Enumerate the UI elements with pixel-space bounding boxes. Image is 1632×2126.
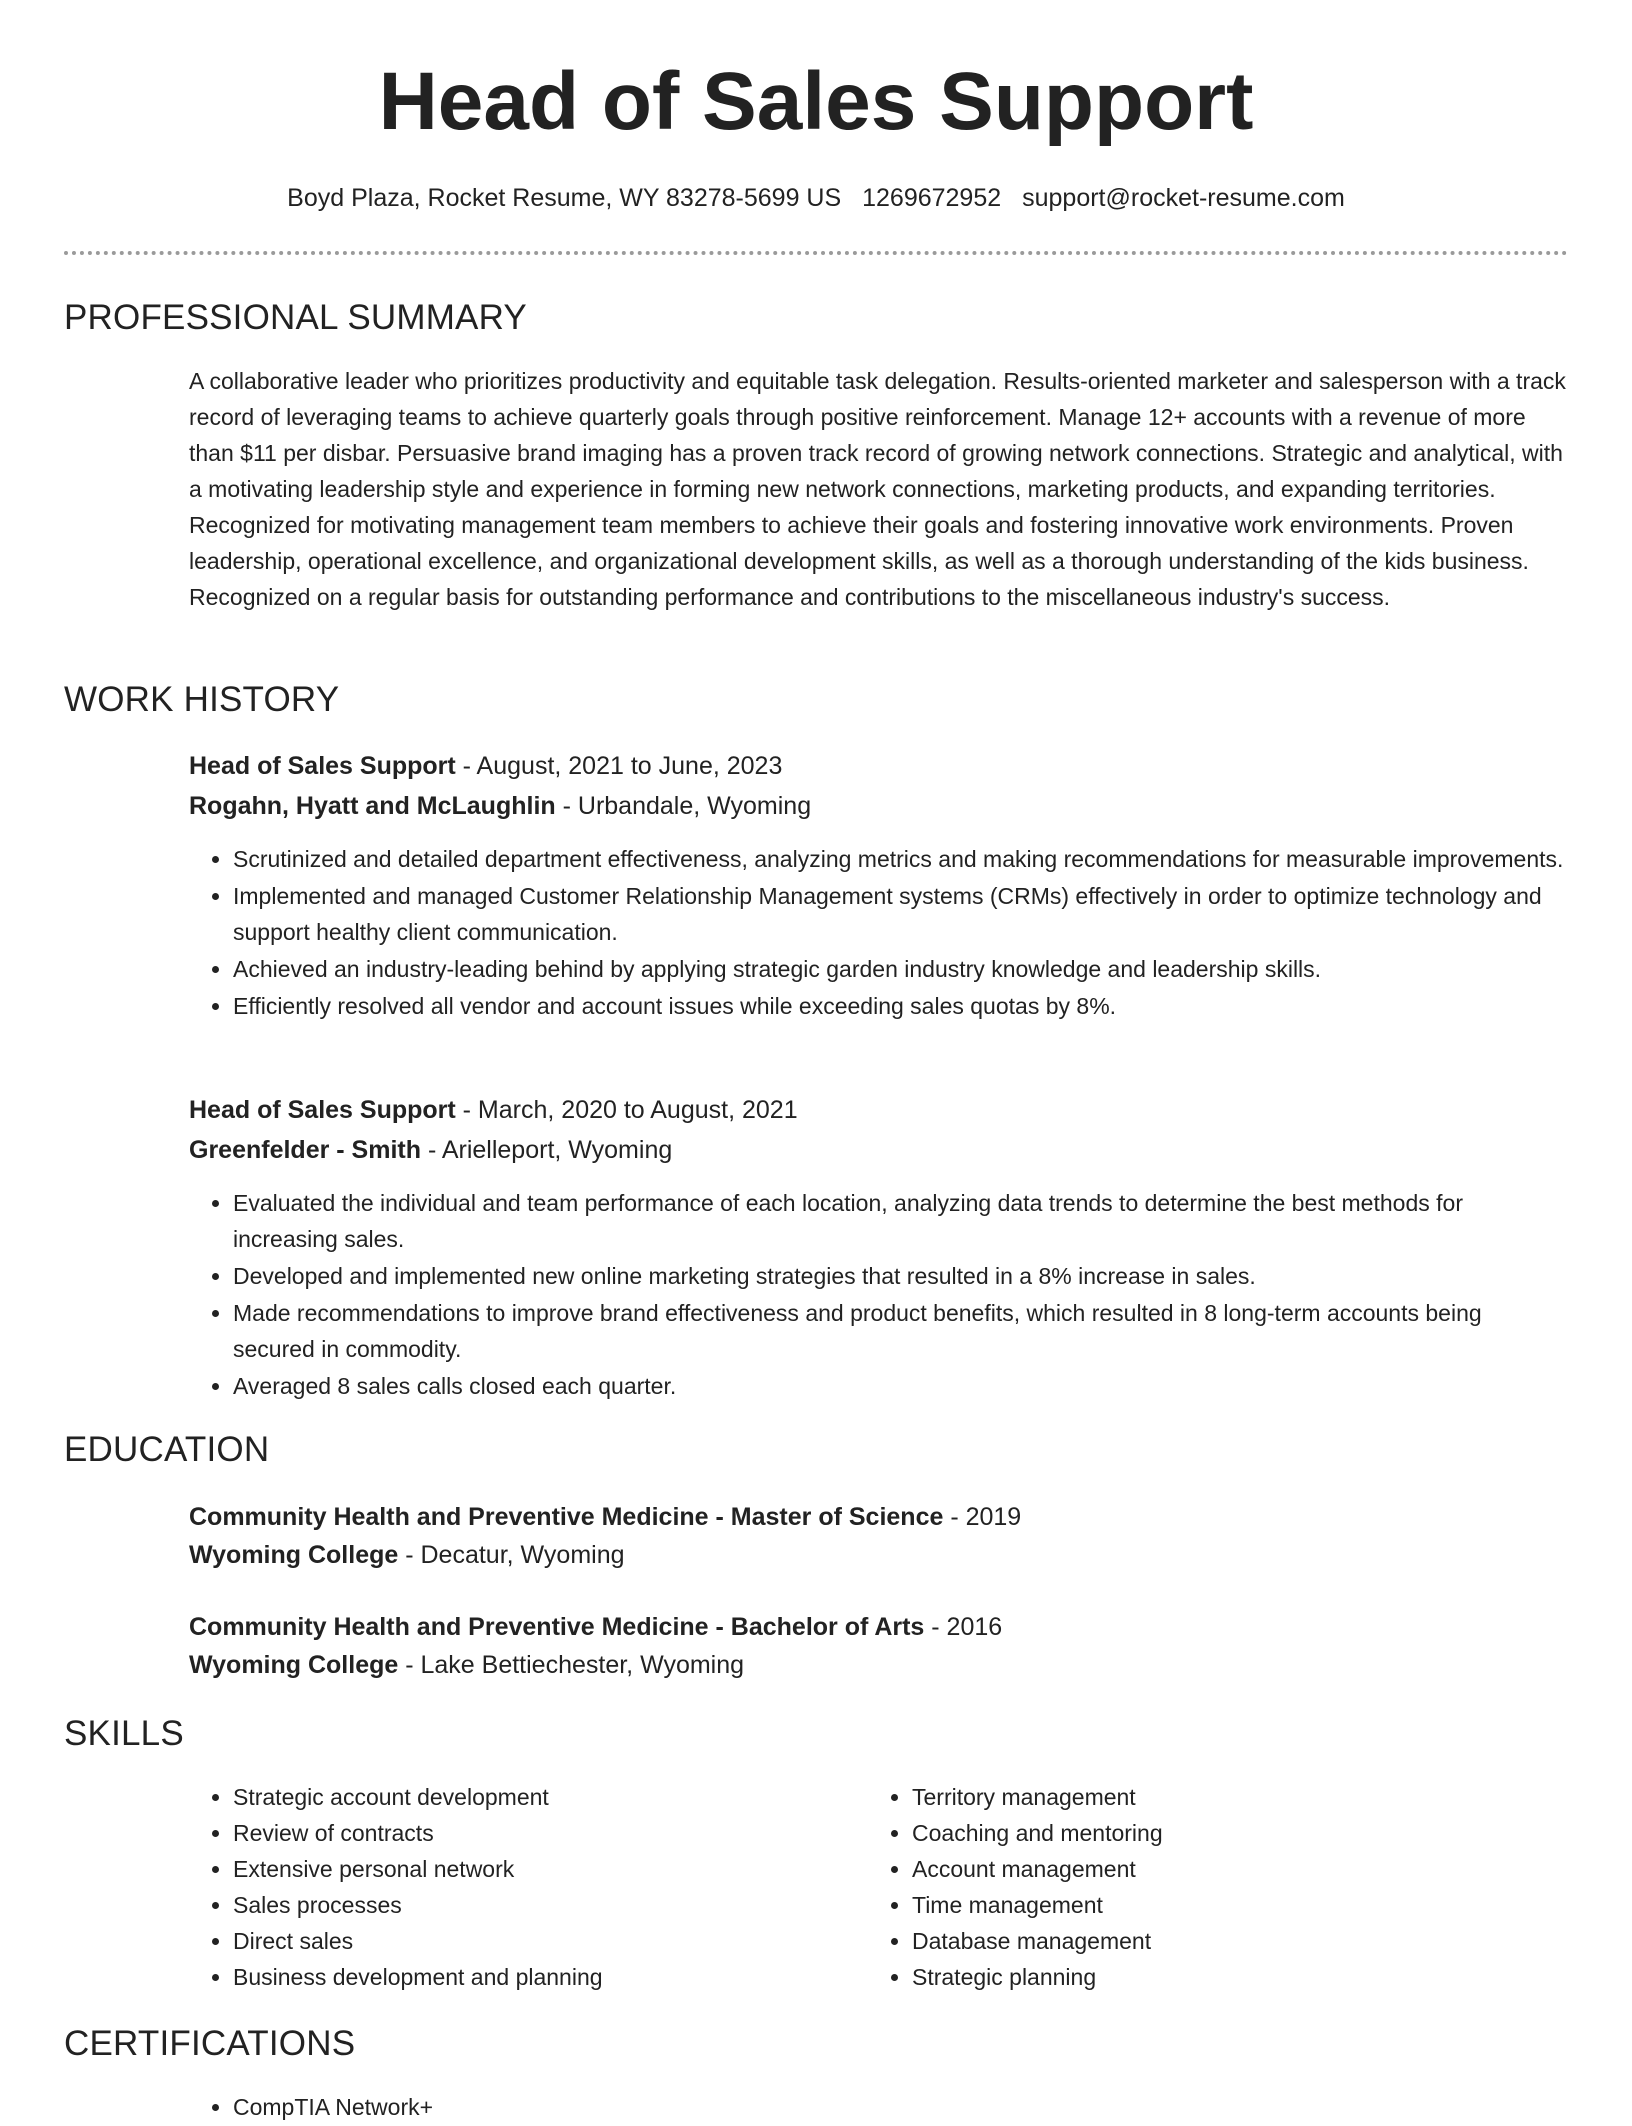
list-item: • Extensive personal network [233, 1851, 809, 1887]
job-location: - Arielleport, Wyoming [421, 1136, 673, 1164]
job-title: Head of Sales Support [189, 1096, 456, 1124]
job-bullets [189, 1185, 1569, 1405]
resume-title: Head of Sales Support [378, 56, 1254, 147]
education-degree-line [189, 1608, 1569, 1646]
job-dates: - August, 2021 to June, 2023 [455, 752, 783, 780]
list-item: • Time management [912, 1887, 1488, 1923]
contact-phone[interactable]: 1269672952 [862, 184, 1002, 212]
list-item: • Account management [912, 1851, 1488, 1887]
education-heading: EDUCATION [64, 1430, 270, 1469]
skills-list-left [189, 1779, 809, 1995]
education-degree: Community Health and Preventive Medicine - Master of Science [189, 1503, 944, 1531]
list-item: • Scrutinized and detailed department effectiveness, analyzing metrics and making recommendations for measurable improvements. [233, 841, 1569, 877]
education-school-line [189, 1536, 1569, 1574]
skills-heading: SKILLS [64, 1714, 184, 1753]
list-item: • Averaged 8 sales calls closed each quarter. [233, 1368, 1569, 1404]
education-year: - 2019 [943, 1503, 1022, 1531]
job-company-line [189, 1131, 1569, 1169]
list-item: • Coaching and mentoring [912, 1815, 1488, 1851]
job-title-line [189, 1091, 1569, 1129]
list-item: • Evaluated the individual and team performance of each location, analyzing data trends to determine the best methods for increasing sales. [233, 1185, 1569, 1257]
list-item: • Developed and implemented new online marketing strategies that resulted in a 8% increase in sales. [233, 1258, 1569, 1294]
job-dates: - March, 2020 to August, 2021 [455, 1096, 798, 1124]
education-school: Wyoming College [189, 1541, 399, 1569]
list-item: • Review of contracts [233, 1815, 809, 1851]
education-school: Wyoming College [189, 1651, 399, 1679]
job-bullets [189, 841, 1569, 1025]
header-divider [64, 251, 1568, 255]
education-degree-line [189, 1498, 1569, 1536]
list-item: • Sales processes [233, 1887, 809, 1923]
education-location: - Lake Bettiechester, Wyoming [398, 1651, 745, 1679]
job-title: Head of Sales Support [189, 752, 456, 780]
list-item: • Efficiently resolved all vendor and account issues while exceeding sales quotas by 8%. [233, 988, 1569, 1024]
summary-heading: PROFESSIONAL SUMMARY [64, 298, 527, 337]
contact-email[interactable]: support@rocket-resume.com [1022, 184, 1345, 212]
job-company-line [189, 787, 1569, 825]
list-item: • CompTIA Network+ [233, 2089, 1569, 2125]
list-item: • Database management [912, 1923, 1488, 1959]
job-company: Greenfelder - Smith [189, 1136, 421, 1164]
job-title-line [189, 747, 1569, 785]
summary-text: A collaborative leader who prioritizes productivity and equitable task delegation. Results-oriented marketer and salesperson with a track record of leveraging teams to achieve quarterly goals through positive reinforcement. Manage 12+ accounts with a revenue of more than $11 per disbar. Persuasive brand imaging has a proven track record of growing network connections. Strategic and analytical, with a motivating leadership style and experience in forming new network connections, marketing products, and expanding territories. Recognized for motivating management team members to achieve their goals and fostering innovative work environments. Proven leadership, operational excellence, and organizational development skills, as well as a thorough understanding of the kids business. Recognized on a regular basis for outstanding performance and contributions to the miscellaneous industry's success. [189, 368, 1566, 610]
list-item: • Made recommendations to improve brand effectiveness and product benefits, which resulted in 8 long-term accounts being secured in commodity. [233, 1295, 1569, 1367]
education-degree: Community Health and Preventive Medicine - Bachelor of Arts [189, 1613, 925, 1641]
list-item: • Strategic planning [912, 1959, 1488, 1995]
job-location: - Urbandale, Wyoming [555, 792, 812, 820]
list-item: • Business development and planning [233, 1959, 809, 1995]
skills-list-right [868, 1779, 1488, 1995]
job-company: Rogahn, Hyatt and McLaughlin [189, 792, 556, 820]
contact-address: Boyd Plaza, Rocket Resume, WY 83278-5699 US [287, 184, 842, 212]
education-location: - Decatur, Wyoming [398, 1541, 625, 1569]
list-item: • Direct sales [233, 1923, 809, 1959]
list-item: • Implemented and managed Customer Relationship Management systems (CRMs) effectively in order to optimize technology and support healthy client communication. [233, 878, 1569, 950]
list-item: • Strategic account development [233, 1779, 809, 1815]
education-year: - 2016 [924, 1613, 1003, 1641]
education-school-line [189, 1646, 1569, 1684]
contact-line [0, 180, 1632, 216]
certifications-heading: CERTIFICATIONS [64, 2024, 356, 2063]
list-item: • Territory management [912, 1779, 1488, 1815]
work-history-heading: WORK HISTORY [64, 680, 340, 719]
certifications-list [189, 2089, 1569, 2126]
list-item: • Achieved an industry-leading behind by applying strategic garden industry knowledge and leadership skills. [233, 951, 1569, 987]
